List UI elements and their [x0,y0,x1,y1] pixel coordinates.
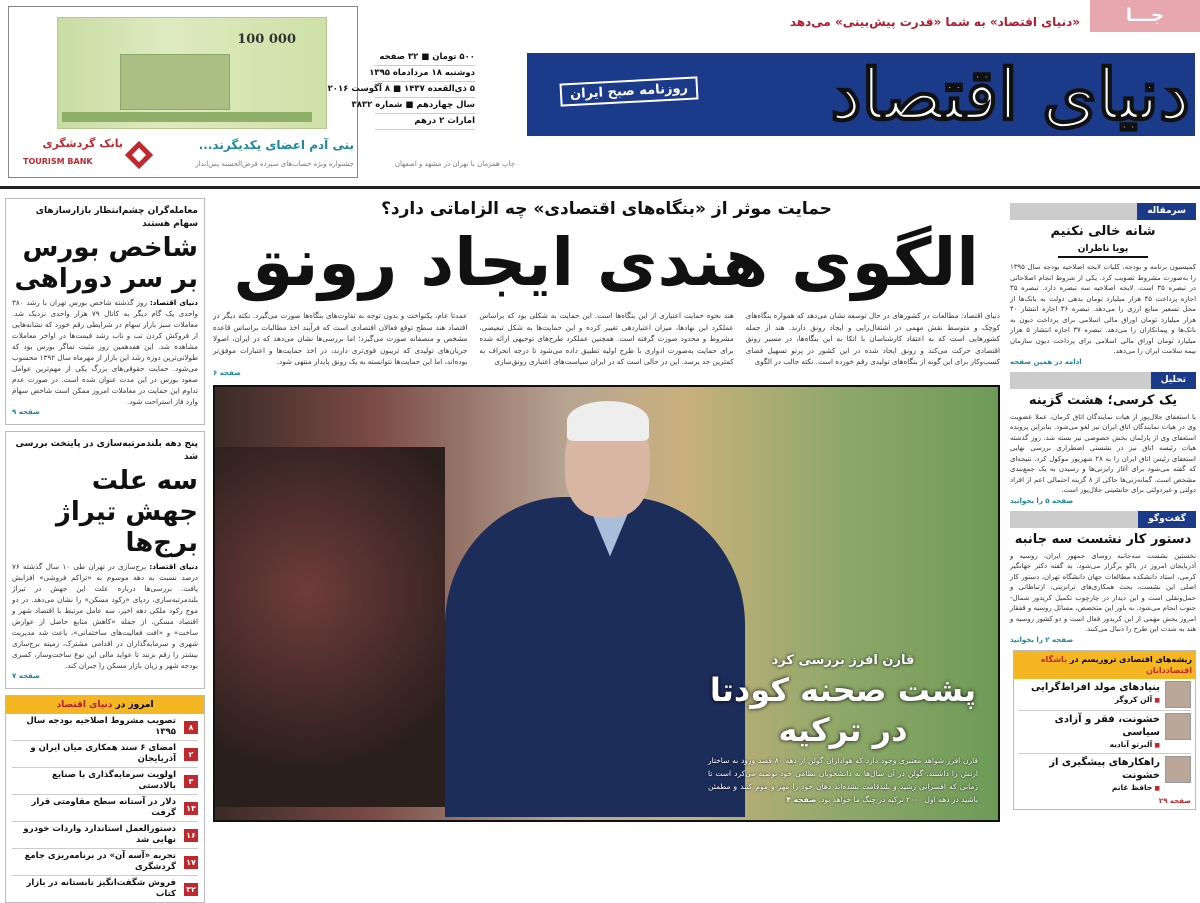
photo-page-link[interactable]: صفحه ۴ [786,795,817,804]
page-link[interactable]: صفحه ۲۹ [1158,796,1191,805]
today-title-b: دنیای اقتصاد [56,700,113,710]
uae-price: امارات ۲ درهم [375,114,475,130]
bank-name-en: TOURISM BANK [23,157,93,166]
series-item-author: ■ آلبرتو آباديه [1018,739,1160,751]
story-text: برج‌سازی در تهران طی ۱۰ سال گذشته ۷۶ درصد نسبت به دهه موسوم به «تراکم فروشی» افزایش یافت. بررسی‌ها درباره علت این جهش در تیراژ بلندمرتبه‌سازی، ردپای «رکود مسکن» را نشان می‌دهد. در دو موج رکود ملکی دهه اخیر، سه عامل مرتبط با اقتصاد شهر و اقتصاد مسکن، از جمله «کاهش منابع حاصل از عوارض ساخت» و «افت فعالیت‌های ساختمانی»، باعث شد مدیریت شهری و سرمایه‌گذاران در اقدامی مشترک، زمینه برج‌سازی بیشتر را رقم بزنند تا عواید مالی این نوع ساخت‌وساز، کسری بودجه شهر و زیان بازار مسکن را جبران کند. [12,562,198,670]
price-pages: ۵۰۰ تومان ■ ۳۲ صفحه [375,50,475,66]
item-page: ۸ [184,721,198,734]
story-title: شاخص بورس بر سر دوراهی [14,233,198,294]
section-bar [1010,372,1151,389]
terrorism-series [1013,650,1196,810]
item-page: ۱۶ [184,829,198,842]
page-link[interactable]: صفحه ۲ را بخوانید [1010,635,1074,644]
banknote-building [120,54,230,110]
analysis-body: با استعفای جلال‌پور از هیات نمایندگان اتاق کرمان، عملا عضویت وی در هیات نمایندگان اتاق ایران نیز لغو می‌شود. بنابراین پرونده استعفای وی از پارلمان بخش خصوصی نیز بسته شد. روز گذشته هیات رئیسه اتاق نیز در نشستی اضطراری بررسی نهایی استعفای رئیس اتاق ایران را به ۲۸ شهریور موکول کرد. نتیجه‌ای که گفته می‌شود برای آغاز رایزنی‌ها و رسیدن به یک جمع‌بندی مشخص است. گمانه‌زنی‌ها حاکی از ۸ گزینه احتمالی اعم از افراد دولتی و غیردولتی برای جانشینی جلال‌پور است. [1010,412,1196,494]
left-column [5,198,205,903]
series-club: باشگاه اقتصاددانان [1040,654,1192,675]
item-page: ۲ [184,748,198,761]
right-column [1010,203,1196,810]
list-item[interactable] [12,849,198,876]
story-lead: دنیای اقتصاد: [149,562,198,571]
masthead-tagline: «دنیای اقتصاد» به شما «قدرت پیش‌بینی» می‌دهد [789,15,1080,29]
story-title: سه علت جهش تیراژ برج‌ها [55,466,198,558]
newspaper-logo[interactable]: دنیای اقتصاد [830,53,1190,136]
photo-shrubs [215,447,445,807]
today-title-a: امروز در [115,700,154,710]
photo-text: قارن افرز شواهد معتبری وجود دارد که هواداران گولن از دهه ۸۰ قصد ورود به ساختار ارتش را داشتند. گولن در آن سال‌ها به دانشجویان نظامی خود توصیه می‌کرد است تا زمانی که افسرانی رشید و بلندقامت نشده‌اند دهان خود را مهر و موم کنند و مطمئن باشید در دهه اول ۲۰۰۰ ترکیه در چنگ ما خواهد بود. [708,756,978,804]
editorial-title[interactable]: شانه خالی نکنیم [1050,224,1156,239]
series-item-title: بنیادهای مولد افراط‌گرایی [1031,681,1160,693]
series-title-in: در [1069,654,1079,664]
section-bar [1010,203,1137,220]
main-column-2: هند نحوه حمایت اعتباری از این بنگاه‌ها است. این حمایت به شکلی بود که براساس عملکرد این نهادها، میزان اعتباردهی تغییر کرده و این حمایت‌ها به شکل تبعیضی، مشروط و محدود صورت گرفته است. همچنین عملکرد طرح‌های توجیهی ارائه شده برای حمایت به‌صورت ادواری با طرح اولیه تطبیق داده می‌شود تا درجه انحراف به کمترین حد برسد. این در حالی است که در ایران سیاست‌های اعتباری رونق‌سازی [479,311,734,366]
bank-name-fa: بانک گردشگری [42,137,123,150]
banknote-value: 100 000 [237,32,296,47]
interview-body: نخستین نشست سه‌جانبه روسای جمهور ایران، روسیه و آذربایجان امروز در باکو برگزار می‌شود. به گفته دکتر جهانگیر کرمی، استاد دانشکده مطالعات جهان دانشگاه تهران، دستور کار اصلی این نشست، بحث همکاری‌های ترانزیتی، ارتباطاتی و حمل‌ونقلی است و این دیدار در چارچوب تکمیل کریدور شمال-جنوب انجام می‌شود. به باور این متخصص، مسائل روسیه و قفقاز امروز بخش مهمی از این کریدور فعال است و دو کشور روسیه و هند به شدت این طرح را دنبال می‌کنند. [1010,551,1196,633]
editorial-body: کمیسیون برنامه و بودجه، کلیات لایحه اصلاحیه بودجه سال ۱۳۹۵ را به‌صورت مشروط تصویب کرد. یکی از شروط انجام اصلاحاتی در تبصره ۳۵ است. لایحه اصلاحیه سه تبصره دارد. تبصره ۳۵ اجازه پرداخت ۴۵ هزار میلیارد تومان بدهی دولت به بانک‌ها از محل تسعیر منابع ارزی را می‌دهد. تبصره ۳۶ اجازه انتشار ۴۰ هزار میلیارد تومان اوراق مالی اسلامی برای پرداخت دیون به بانک‌ها و پیمانکاران را می‌دهد. تبصره ۳۷ اجازه انتشار ۵ هزار میلیارد تومان اوراق مالی اسلامی برای پرداخت دیون سازمان بیمه سلامت ایران را می‌دهد. [1010,263,1197,355]
series-item-author: ■ حافظ غانم [1018,782,1160,794]
ad-subtext: جشنواره ویژه حساب‌های سپرده قرض‌الحسنه پس‌انداز [195,160,354,168]
editorial-author: پویا ناظران [1058,243,1148,258]
page-link[interactable]: ادامه در همین صفحه [1010,357,1082,366]
section-bar [1010,511,1138,528]
banknote-band [62,112,312,122]
header-divider [0,186,1200,189]
main-story [213,198,1000,822]
main-column-1: دنیای اقتصاد: مطالعات در کشورهای در حال توسعه نشان می‌دهد که همواره بنگاه‌های کوچک و متوسط نقش مهمی در اشتغال‌زایی و ایجاد رونق دارند. هند از جمله کشورهایی است که به اعتقاد کارشناسان با اتکا به این بنگاه‌ها، در مسیر رونق اقتصادی حرکت می‌کند و رونق ایجاد شده در این کشور در پرتو تسهیل فضای کسب‌وکار برای این گونه از بنگاه‌های تولیدی رقم خورده است. نکته جالب در الگوی [745,311,1000,366]
photo-body [708,754,978,806]
issue-number: سال چهاردهم ■ شماره ۳۸۳۲ [375,98,475,114]
story-body [12,297,198,407]
analysis-title[interactable]: یک کرسی؛ هشت گزینه [1028,392,1178,408]
series-item[interactable] [1018,754,1191,796]
analysis [1010,372,1196,507]
banknote-image [57,17,327,129]
story-kicker: پنج دهه بلندمرتبه‌سازی در پایتخت بررسی شد [15,439,198,462]
today-list [5,695,205,903]
tourism-bank-ad[interactable] [8,6,358,178]
series-item-author: ■ آلن کروگر [1031,694,1160,706]
date-hijri-gregorian: ۵ ذی‌القعده ۱۴۳۷ ■ ۸ آگوست ۲۰۱۶ [375,82,475,98]
section-header [1010,511,1196,528]
item-title: امضای ۶ سند همکاری میان ایران و آذربایجان [30,743,176,764]
main-column-3-wrap [213,310,467,379]
series-item-title: راهکارهای پیشگیری از خشونت [1049,756,1160,781]
photo-title: پشت صحنه کودتا در ترکیه [709,671,977,749]
corner-tab[interactable]: جـــا [1090,0,1200,32]
story-towers[interactable] [5,431,205,689]
issue-info [327,50,475,130]
editorial [1010,203,1196,368]
author-photo [1165,756,1191,783]
list-item[interactable] [12,876,198,902]
section-label: سرمقاله [1137,203,1196,220]
list-item[interactable] [12,768,198,795]
photo-hair [567,401,649,441]
list-item[interactable] [12,822,198,849]
ad-slogan: بنی آدم اعضای یکدیگرند... [198,138,354,152]
today-list-header [6,696,204,714]
section-header [1010,372,1196,389]
main-columns [213,310,1000,379]
series-header [1014,651,1195,679]
item-title: تصویب مشروط اصلاحیه بودجه سال ۱۳۹۵ [26,716,176,737]
item-title: فروش شگفت‌انگیز تابستانه در بازار کتاب [26,878,176,899]
author-photo [1165,713,1191,740]
item-title: دلار در آستانه سطح مقاومتی قرار گرفت [31,797,176,818]
page-link[interactable]: صفحه ۵ را بخوانید [1010,496,1074,505]
cover-photo[interactable] [213,385,1000,823]
item-title: تجربه «آسه آن» در برنامه‌ریزی جامع گردشگری [24,851,176,872]
item-page: ۱۳ [184,802,198,815]
section-label: تحلیل [1151,372,1196,389]
item-page: ۳ [184,775,198,788]
series-item-title: خشونت، فقر و آزادی سیاسی [1054,713,1160,738]
photo-caption [708,652,978,806]
story-lead: دنیای اقتصاد: [149,298,198,307]
section-header [1010,203,1196,220]
series-item[interactable] [1018,679,1191,711]
list-item[interactable] [12,714,198,741]
list-item[interactable] [12,795,198,822]
item-page: ۱۷ [184,856,198,869]
photo-figure [445,497,745,817]
page-link[interactable]: صفحه ۷ [12,672,40,680]
main-page-link[interactable]: صفحه ۶ [213,368,241,377]
main-headline[interactable]: الگوی هندی ایجاد رونق [234,224,979,301]
date-persian: دوشنبه ۱۸ مردادماه ۱۳۹۵ [375,66,475,82]
interview-title[interactable]: دستور کار نشست سه جانبه [1014,531,1192,547]
author-photo [1165,681,1191,708]
main-column-3: عمدتا عام، یکنواخت و بدون توجه به تفاوت‌های بنگاه‌ها صورت می‌گیرد. نکته دیگر در اقتصاد هند سطح توقع فعالان اقتصادی است که فرآیند اخذ مطالبات براساس قاعده مشخص و منصفانه صورت می‌گیرد؛ اما بررسی‌ها نشان می‌دهد که در ایران، اصولا جریان‌های تولیدی که تریبون قوی‌تری دارند، در اخذ حمایت‌ها و اعتبارات موفق‌تر بوده‌اند، اما این حمایت‌ها نتوانسته به یک رونق پایدار منتهی شود. [213,311,468,366]
photo-kicker: قارن افرز بررسی کرد [771,653,915,668]
section-label: گفت‌وگو [1138,511,1196,528]
interview [1010,511,1196,646]
series-item[interactable] [1018,711,1191,754]
series-title: ریشه‌های اقتصادی تروریسم [1081,654,1192,664]
masthead-subtitle: روزنامه صبح ایران [559,76,698,106]
story-text: روز گذشته شاخص بورس تهران با رشد ۳۸۰ واحدی یک گام دیگر به کانال ۷۹ هزار واحدی نزدیک شد. معاملات سبز بازار سهام در شرایطی رقم خورد که نشانه‌هایی از فروکش کردن تب و تاب رشد قیمت‌ها در اواخر معاملات مشاهده شد. این هفدهمین روز مثبت تماگر بورس بود که طولانی‌ترین دوره رشد این بازار از مهرماه سال ۱۳۹۲ محسوب می‌شود. حمایت حقوقی‌های بزرگ یکی از مهم‌ترین عوامل صعود بورس در این مدت عنوان شده است. در صورت عدم تداوم این حمایت در معاملات امروز ممکن است شاخص سهام وارد فاز استراحت شود. [12,298,198,406]
story-body [12,561,198,671]
print-note: چاپ همزمان با تهران در مشهد و اصفهان [394,160,515,168]
item-title: دستورالعمل استاندارد واردات خودرو نهایی شد [23,824,176,845]
story-stock-index[interactable] [5,198,205,425]
item-title: اولویت سرمایه‌گذاری با صنایع بالادستی [52,770,176,791]
main-kicker: حمایت موثر از «بنگاه‌های اقتصادی» چه الزاماتی دارد؟ [381,199,832,219]
story-kicker: معامله‌گران چشم‌انتظار بازارسازهای سهام هستند [35,206,198,229]
list-item[interactable] [12,741,198,768]
page-link[interactable]: صفحه ۹ [12,408,40,416]
bank-logo-icon [125,141,153,169]
item-page: ۳۲ [184,883,198,896]
